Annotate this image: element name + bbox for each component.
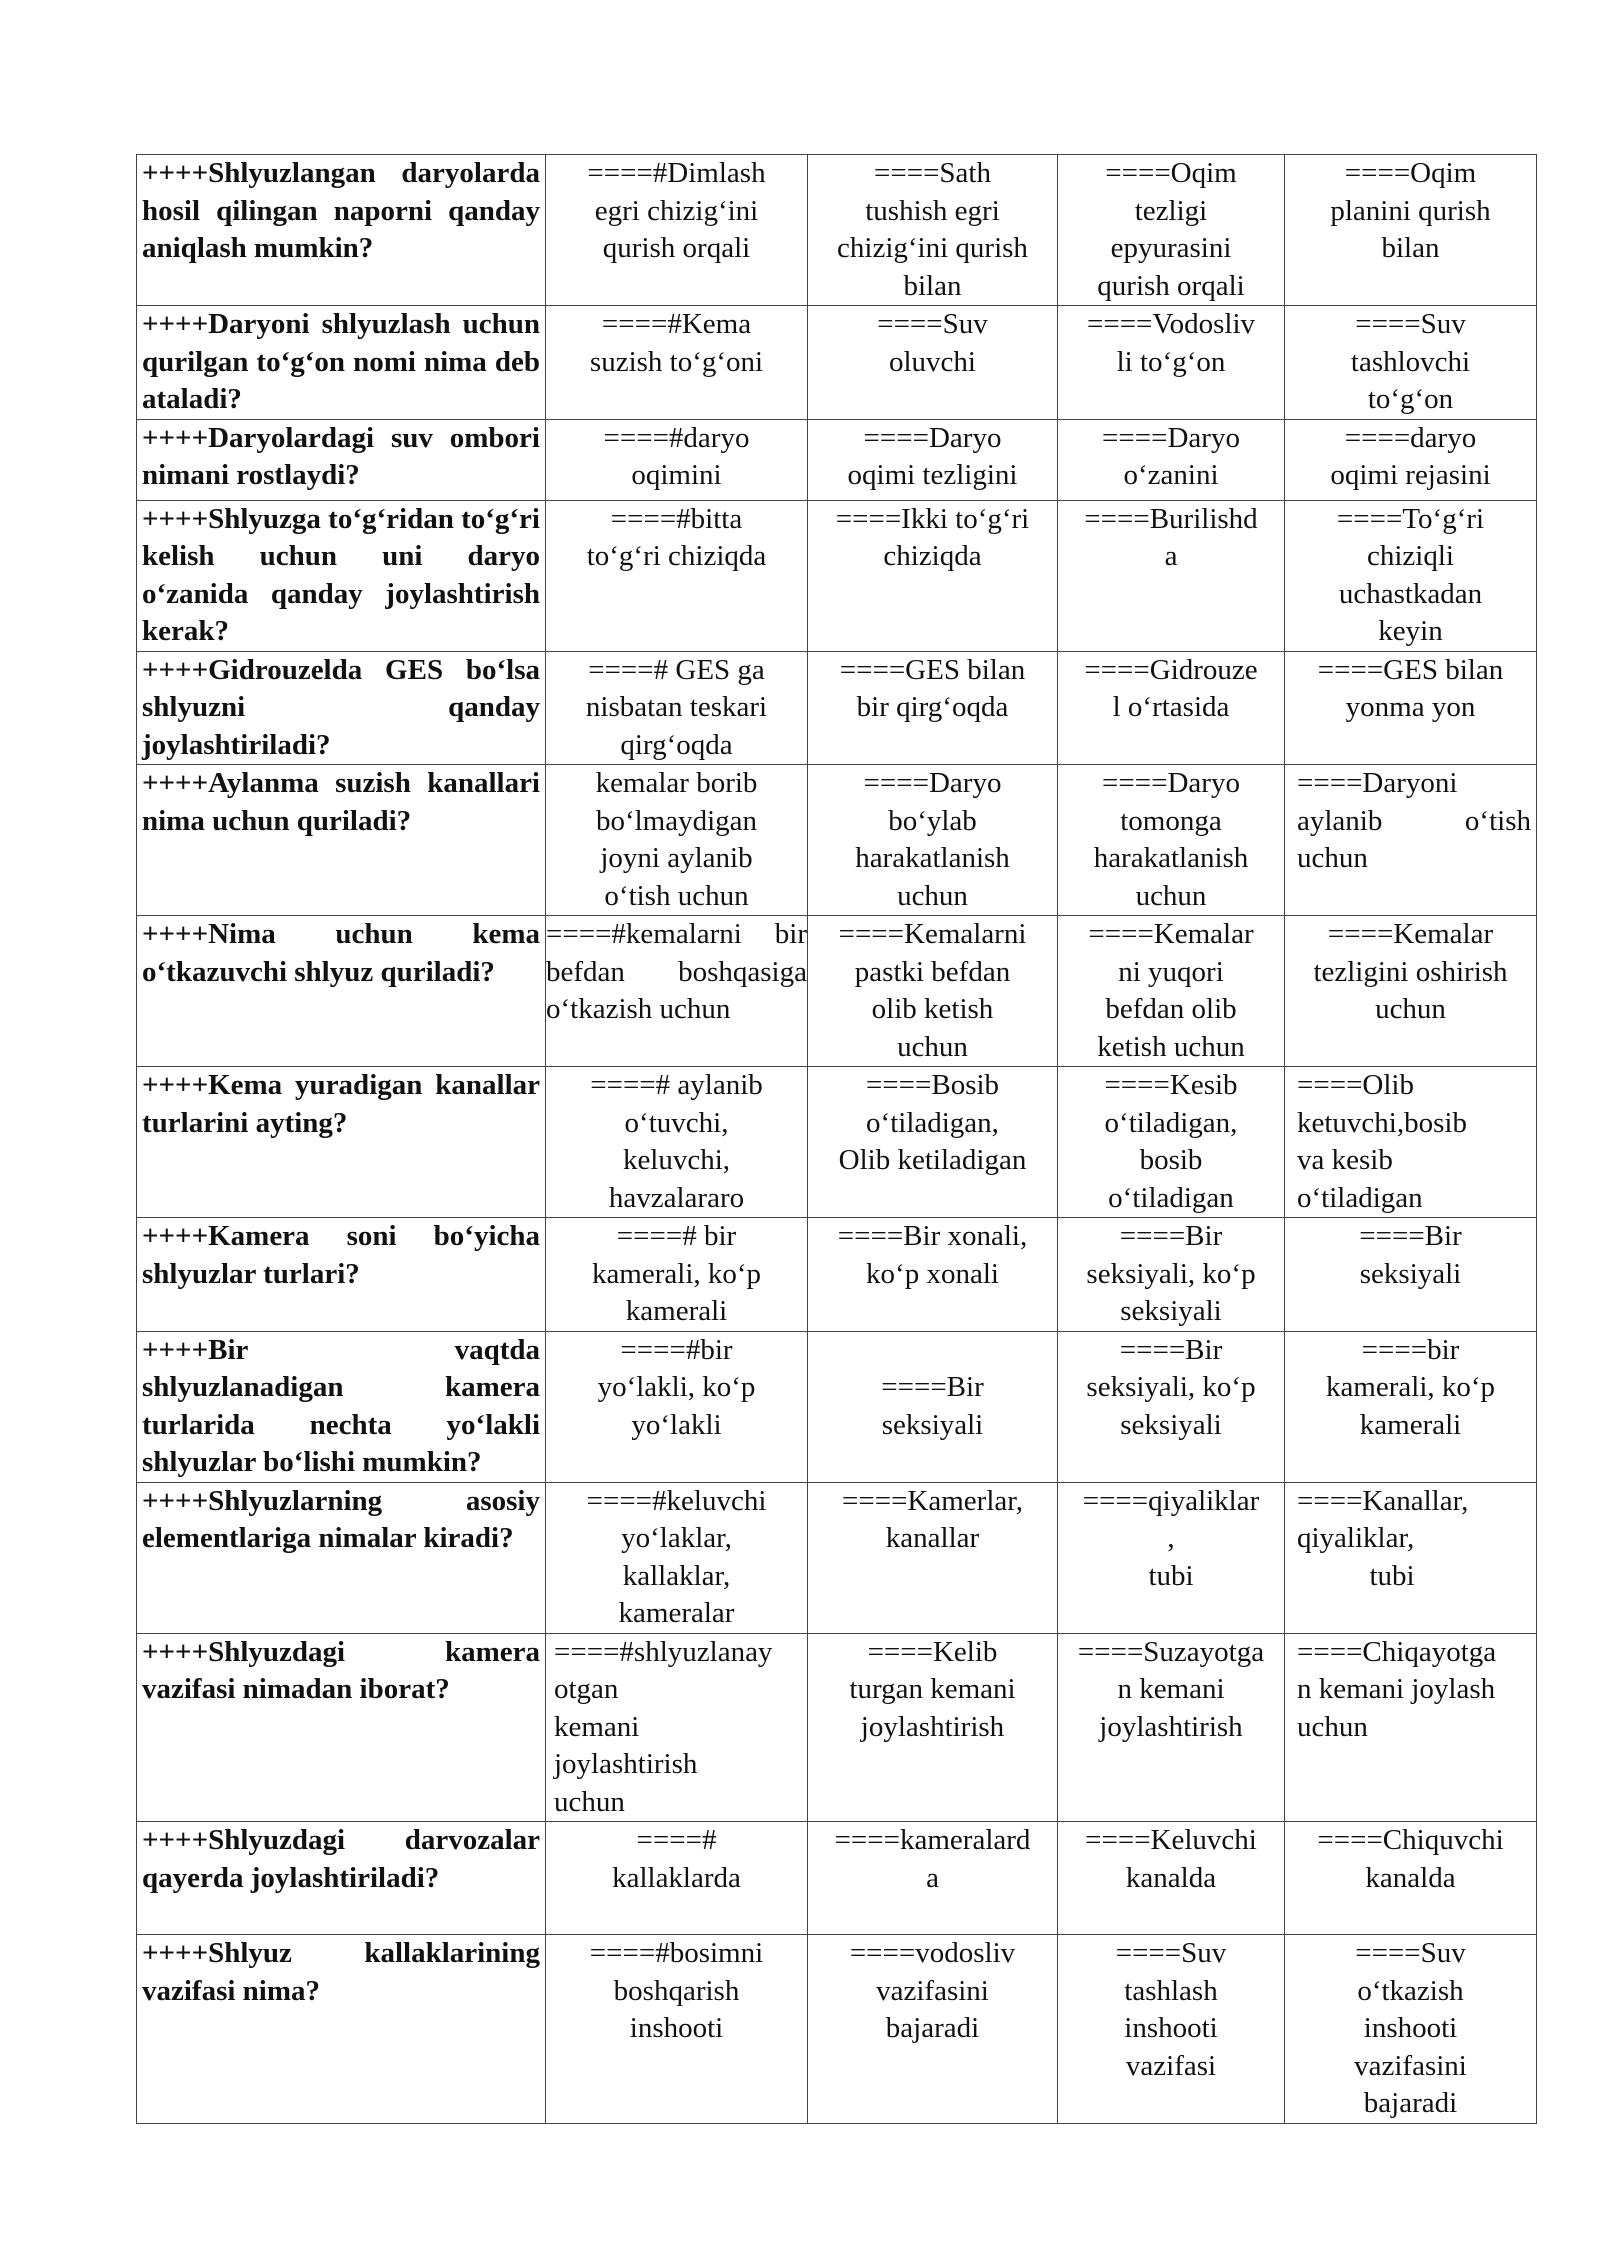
- answer-cell: ====Kemalar ni yuqori befdan olib ketish uchun: [1058, 916, 1285, 1067]
- answer-cell: ====Olib ketuvchi,bosib va kesib o‘tiladigan: [1285, 1067, 1537, 1218]
- answer-cell: ====kameralard a: [808, 1822, 1058, 1935]
- answer-cell: ====Suv tashlash inshooti vazifasi: [1058, 1935, 1285, 2124]
- table-row: [137, 1482, 1537, 1633]
- answer-cell: ====To‘g‘ri chiziqli uchastkadan keyin: [1285, 500, 1537, 651]
- answer-cell: ====Vodosliv li to‘g‘on: [1058, 306, 1285, 420]
- question-cell: ++++Nima uchun kema o‘tkazuvchi shlyuz quriladi?: [137, 916, 546, 1067]
- question-cell: ++++Aylanma suzish kanallari nima uchun quriladi?: [137, 765, 546, 916]
- question-cell: ++++Daryolardagi suv ombori nimani rostlaydi?: [137, 419, 546, 500]
- question-cell: ++++Shlyuzdagi darvozalar qayerda joylashtiriladi?: [137, 1822, 546, 1935]
- answer-cell: ====bir kamerali, ko‘p kamerali: [1285, 1331, 1537, 1482]
- table-row: [137, 1067, 1537, 1218]
- answer-cell: ====Sath tushish egri chizig‘ini qurish bilan: [808, 155, 1058, 306]
- answer-cell: ====Bir seksiyali, ko‘p seksiyali: [1058, 1331, 1285, 1482]
- answer-cell: ====Bosib o‘tiladigan, Olib ketiladigan: [808, 1067, 1058, 1218]
- answer-cell: ====Kemalarni pastki befdan olib ketish uchun: [808, 916, 1058, 1067]
- answer-cell: ====Bir seksiyali, ko‘p seksiyali: [1058, 1218, 1285, 1332]
- answer-cell: ====# aylanib o‘tuvchi, keluvchi, havzalararo: [546, 1067, 808, 1218]
- table-row: [137, 500, 1537, 651]
- answer-cell: ====daryo oqimi rejasini: [1285, 419, 1537, 500]
- answer-cell: ====#bosimni boshqarish inshooti: [546, 1935, 808, 2124]
- answer-cell: ====Bir xonali, ko‘p xonali: [808, 1218, 1058, 1332]
- answer-cell: ====Daryo o‘zanini: [1058, 419, 1285, 500]
- answer-cell: ====Burilishd a: [1058, 500, 1285, 651]
- table-row: [137, 1822, 1537, 1935]
- answer-cell: ====# kallaklarda: [546, 1822, 808, 1935]
- question-cell: ++++Shlyuzlarning asosiy elementlariga nimalar kiradi?: [137, 1482, 546, 1633]
- table-row: [137, 651, 1537, 765]
- answer-cell: ====Kesib o‘tiladigan, bosib o‘tiladigan: [1058, 1067, 1285, 1218]
- table-row: [137, 916, 1537, 1067]
- answer-cell: ====Chiquvchi kanalda: [1285, 1822, 1537, 1935]
- answer-cell: ====Daryo tomonga harakatlanish uchun: [1058, 765, 1285, 916]
- answer-cell: ====#Dimlash egri chizig‘ini qurish orqali: [546, 155, 808, 306]
- answer-cell: ====Chiqayotga n kemani joylash uchun: [1285, 1633, 1537, 1822]
- answer-cell: ====vodosliv vazifasini bajaradi: [808, 1935, 1058, 2124]
- answer-cell: ====#shlyuzlanay otgan kemani joylashtirish uchun: [546, 1633, 808, 1822]
- table-row: [137, 306, 1537, 420]
- answer-cell: ====Bir seksiyali: [1285, 1218, 1537, 1332]
- answer-cell: ====Oqim planini qurish bilan: [1285, 155, 1537, 306]
- answer-cell: ====Daryo oqimi tezligini: [808, 419, 1058, 500]
- question-cell: ++++Shlyuzdagi kamera vazifasi nimadan iborat?: [137, 1633, 546, 1822]
- question-cell: ++++Gidrouzelda GES bo‘lsa shlyuzni qanday joylashtiriladi?: [137, 651, 546, 765]
- answer-cell: ====Ikki to‘g‘ri chiziqda: [808, 500, 1058, 651]
- question-cell: ++++Shlyuzlangan daryolarda hosil qilingan naporni qanday aniqlash mumkin?: [137, 155, 546, 306]
- answer-cell: ====Kamerlar, kanallar: [808, 1482, 1058, 1633]
- table-row: [137, 765, 1537, 916]
- answer-cell: ====#bitta to‘g‘ri chiziqda: [546, 500, 808, 651]
- answer-cell: ====# GES ga nisbatan teskari qirg‘oqda: [546, 651, 808, 765]
- answer-cell: ====Kemalar tezligini oshirish uchun: [1285, 916, 1537, 1067]
- table-row: [137, 1218, 1537, 1332]
- question-cell: ++++Kema yuradigan kanallar turlarini ayting?: [137, 1067, 546, 1218]
- quiz-table: [136, 154, 1537, 2124]
- answer-cell: ====Suzayotga n kemani joylashtirish: [1058, 1633, 1285, 1822]
- answer-cell: ====GES bilan bir qirg‘oqda: [808, 651, 1058, 765]
- answer-cell: ====Gidrouze l o‘rtasida: [1058, 651, 1285, 765]
- answer-cell: ====Bir seksiyali: [808, 1331, 1058, 1482]
- answer-cell: ====Keluvchi kanalda: [1058, 1822, 1285, 1935]
- answer-cell: ====Oqim tezligi epyurasini qurish orqali: [1058, 155, 1285, 306]
- answer-cell: ====GES bilan yonma yon: [1285, 651, 1537, 765]
- answer-cell: ====qiyaliklar , tubi: [1058, 1482, 1285, 1633]
- question-cell: ++++Kamera soni bo‘yicha shlyuzlar turlari?: [137, 1218, 546, 1332]
- answer-cell: ====Suv oluvchi: [808, 306, 1058, 420]
- answer-cell: ====Kanallar, qiyaliklar, tubi: [1285, 1482, 1537, 1633]
- answer-cell: ====Daryo bo‘ylab harakatlanish uchun: [808, 765, 1058, 916]
- answer-cell: ====Suv tashlovchi to‘g‘on: [1285, 306, 1537, 420]
- table-row: [137, 1633, 1537, 1822]
- question-cell: ++++Daryoni shlyuzlash uchun qurilgan to‘g‘on nomi nima deb ataladi?: [137, 306, 546, 420]
- answer-cell: ====#Kema suzish to‘g‘oni: [546, 306, 808, 420]
- table-row: [137, 155, 1537, 306]
- answer-cell: ====#daryo oqimini: [546, 419, 808, 500]
- answer-cell: ====#bir yo‘lakli, ko‘p yo‘lakli: [546, 1331, 808, 1482]
- table-row: [137, 419, 1537, 500]
- answer-cell: ====Suv o‘tkazish inshooti vazifasini bajaradi: [1285, 1935, 1537, 2124]
- answer-cell: kemalar borib bo‘lmaydigan joyni aylanib o‘tish uchun: [546, 765, 808, 916]
- answer-cell: ====Daryoni aylanib o‘tish uchun: [1285, 765, 1537, 916]
- answer-cell: ====#kemalarni bir befdan boshqasiga o‘tkazish uchun: [546, 916, 808, 1067]
- answer-cell: ====Kelib turgan kemani joylashtirish: [808, 1633, 1058, 1822]
- question-cell: ++++Shlyuz kallaklarining vazifasi nima?: [137, 1935, 546, 2124]
- table-row: [137, 1331, 1537, 1482]
- question-cell: ++++Bir vaqtda shlyuzlanadigan kamera turlarida nechta yo‘lakli shlyuzlar bo‘lishi mumkin?: [137, 1331, 546, 1482]
- answer-cell: ====#keluvchi yo‘laklar, kallaklar, kameralar: [546, 1482, 808, 1633]
- question-cell: ++++Shlyuzga to‘g‘ridan to‘g‘ri kelish uchun uni daryo o‘zanida qanday joylashtirish kerak?: [137, 500, 546, 651]
- answer-cell: ====# bir kamerali, ko‘p kamerali: [546, 1218, 808, 1332]
- table-row: [137, 1935, 1537, 2124]
